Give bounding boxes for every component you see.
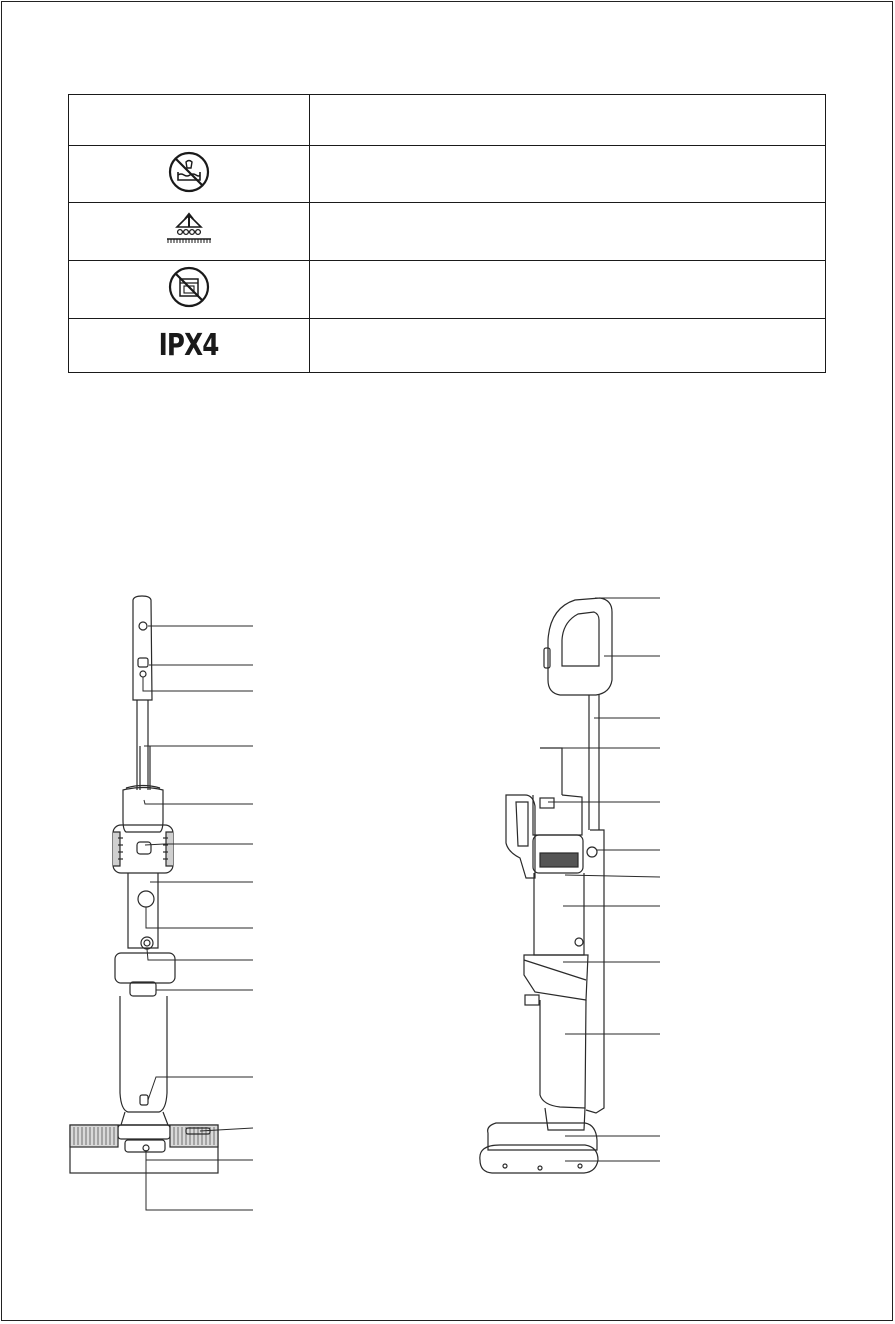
- icon-cell: [69, 261, 310, 319]
- description-cell: [310, 203, 826, 261]
- table-row: [69, 146, 826, 203]
- side-view-illustration: [480, 598, 612, 1173]
- table-row: [69, 319, 826, 373]
- ipx4-rating-icon: IPX4: [159, 328, 219, 363]
- front-callout-lines: [143, 626, 253, 1210]
- icon-cell: [69, 319, 310, 373]
- symbol-table: [68, 94, 826, 373]
- brush-roller-cleaning-icon: [161, 209, 217, 249]
- no-immersion-icon: [167, 150, 211, 194]
- description-cell: [310, 319, 826, 373]
- icon-cell: [69, 203, 310, 261]
- description-cell: [310, 146, 826, 203]
- front-view-illustration: [70, 596, 218, 1173]
- table-row: [69, 261, 826, 319]
- table-header-row: [69, 95, 826, 146]
- header-description-cell: [310, 95, 826, 146]
- icon-cell: [69, 146, 310, 203]
- vacuum-diagram: [0, 590, 895, 1230]
- header-symbol-cell: [69, 95, 310, 146]
- table-row: [69, 203, 826, 261]
- description-cell: [310, 261, 826, 319]
- no-dishwasher-icon: [167, 265, 211, 309]
